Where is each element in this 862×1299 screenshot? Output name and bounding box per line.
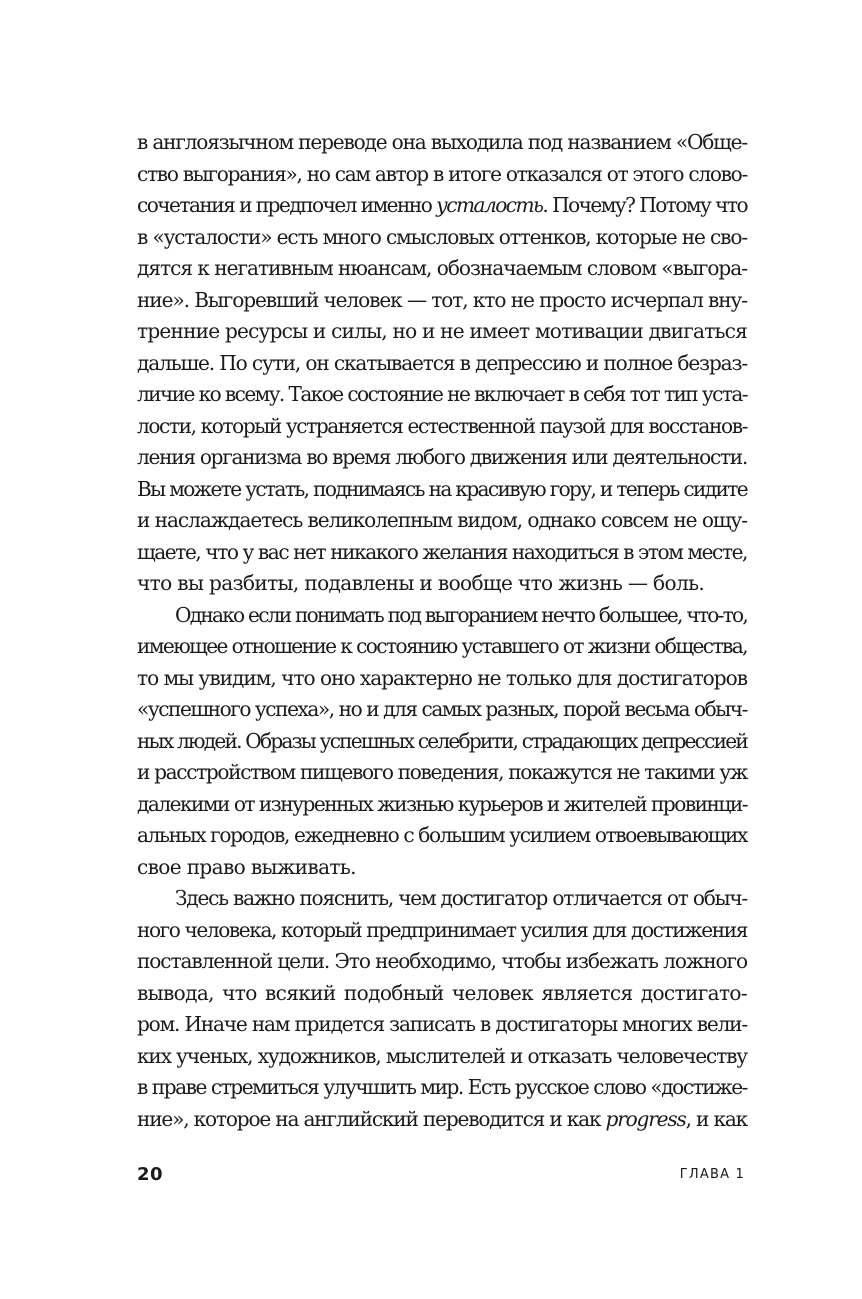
text-line: лости, который устраняется естественной паузой для восстанов-	[137, 413, 747, 438]
text-line: Здесь важно пояснить, чем достигатор отличается от обыч-	[175, 886, 747, 910]
text-line: Однако если понимать под выгоранием нечто большее, что-то,	[175, 602, 747, 627]
text-line: тренние ресурсы и силы, но и не имеет мотивации двигаться	[137, 319, 747, 343]
page-body	[137, 127, 747, 1135]
text-line: щаете, что у вас нет никакого желания находиться в этом месте,	[137, 539, 747, 564]
text-line: и расстройством пищевого поведения, покажутся не такими уж	[137, 760, 747, 784]
text-line: в праве стремиться улучшить мир. Есть русское слово «достиже-	[137, 1075, 747, 1099]
text-line: «успешного успеха», но и для самых разных, порой весьма обыч-	[137, 697, 747, 721]
text-line: вывода, что всякий подобный человек является достигато-	[137, 980, 747, 1005]
text-line: в «усталости» есть много смысловых оттенков, которые не сво-	[137, 224, 747, 249]
text-line: и наслаждаетесь великолепным видом, однако совсем не ощу-	[137, 508, 747, 532]
text-line: поставленной цели. Это необходимо, чтобы избежать ложного	[137, 949, 747, 973]
text-line: дальше. По сути, он скатывается в депрессию и полное безраз-	[137, 350, 747, 375]
text-line: свое право выживать.	[137, 854, 356, 879]
text-line: Вы можете устать, поднимаясь на красивую гору, и теперь сидите	[137, 476, 747, 501]
text-line: ние». Выгоревший человек — тот, кто не просто исчерпал вну-	[137, 287, 747, 312]
text-line: далекими от изнуренных жизнью курьеров и жителей провинци-	[137, 791, 747, 816]
text-line: что вы разбиты, подавлены и вообще что жизнь — боль.	[137, 571, 705, 595]
text-line: в англоязычном переводе она выходила под названием «Обще-	[137, 130, 747, 154]
text-line: ных людей. Образы успешных селебрити, страдающих депрессией	[137, 728, 747, 753]
text-line: ство выгорания», но сам автор в итоге отказался от этого слово-	[137, 161, 747, 186]
text-line: то мы увидим, что оно характерно не только для достигаторов	[137, 665, 747, 690]
page-number: 20	[137, 1164, 164, 1185]
text-line: ления организма во время любого движения или деятельности.	[137, 445, 747, 469]
text-line: имеющее отношение к состоянию уставшего от жизни общества,	[137, 634, 747, 658]
text-line: личие ко всему. Такое состояние не включает в себя тот тип уста-	[137, 382, 747, 406]
text-line: сочетания и предпочел именно усталость. Почему? Потому что	[137, 193, 748, 217]
text-line: ние», которое на английский переводится и как progress, и как	[137, 1106, 747, 1131]
text-line: дятся к негативным нюансам, обозначаемым словом «выгора-	[137, 256, 747, 280]
running-header-chapter: ГЛАВА 1	[679, 1167, 745, 1182]
text-line: альных городов, ежедневно с большим усилием отвоевывающих	[137, 823, 747, 847]
text-line: ного человека, который предпринимает усилия для достижения	[137, 917, 747, 942]
text-line: ром. Иначе нам придется записать в достигаторы многих вели-	[137, 1012, 747, 1036]
text-line: ких ученых, художников, мыслителей и отказать человечеству	[137, 1043, 747, 1068]
